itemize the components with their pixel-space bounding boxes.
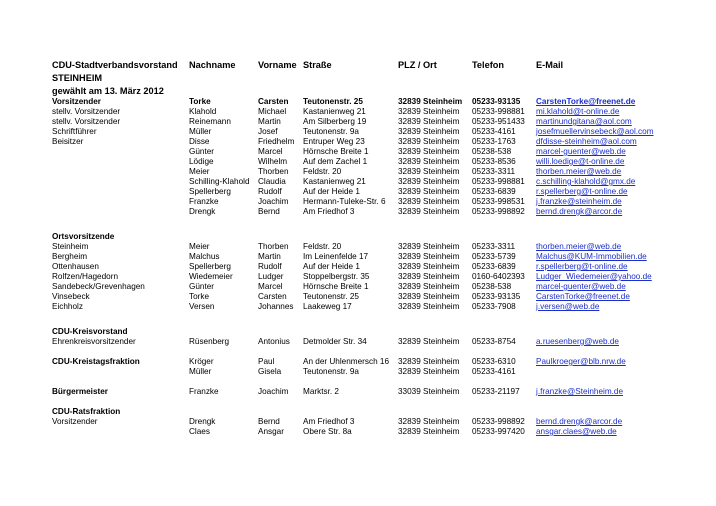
role-cell: Ortsvorsitzende: [52, 232, 115, 241]
last-name-cell: Spellerberg: [189, 187, 231, 196]
first-name-cell: Bernd: [258, 207, 280, 216]
street-cell: Auf dem Zachel 1: [303, 157, 368, 166]
table-row: [0, 177, 716, 187]
phone-cell: 05233-3311: [472, 167, 516, 176]
last-name-cell: Kröger: [189, 357, 214, 366]
city-cell: 32839 Steinheim: [398, 107, 460, 116]
last-name-cell: Drengk: [189, 207, 216, 216]
city-cell: 32839 Steinheim: [398, 252, 460, 261]
email-link[interactable]: j.franzke@steinheim.de: [536, 197, 622, 206]
last-name-cell: Klahold: [189, 107, 217, 116]
city-cell: 32839 Steinheim: [398, 427, 460, 436]
street-cell: Teutonenstr. 25: [303, 97, 363, 106]
phone-cell: 05233-8754: [472, 337, 516, 346]
last-name-cell: Müller: [189, 127, 212, 136]
table-row: [0, 387, 716, 397]
first-name-cell: Paul: [258, 357, 275, 366]
last-name-cell: Schilling-Klahold: [189, 177, 250, 186]
street-cell: Teutonenstr. 25: [303, 292, 359, 301]
table-row: [0, 282, 716, 292]
last-name-cell: Müller: [189, 367, 212, 376]
email-link[interactable]: dfdisse-steinheim@aol.com: [536, 137, 637, 146]
street-cell: Auf der Heide 1: [303, 262, 360, 271]
role-cell: Vinsebeck: [52, 292, 90, 301]
phone-cell: 05233-998892: [472, 417, 525, 426]
email-link[interactable]: r.spellerberg@t-online.de: [536, 187, 628, 196]
city-cell: 32839 Steinheim: [398, 157, 460, 166]
street-cell: An der Uhlenmersch 16: [303, 357, 390, 366]
phone-cell: 05233-998531: [472, 197, 525, 206]
first-name-cell: Wilhelm: [258, 157, 288, 166]
email-link[interactable]: thorben.meier@web.de: [536, 242, 622, 251]
first-name-cell: Rudolf: [258, 262, 282, 271]
email-link[interactable]: Paulkroeger@blb.nrw.de: [536, 357, 626, 366]
street-cell: Teutonenstr. 9a: [303, 367, 359, 376]
city-cell: 32839 Steinheim: [398, 127, 460, 136]
first-name-cell: Ludger: [258, 272, 284, 281]
table-row: [0, 242, 716, 252]
street-cell: Kastanienweg 21: [303, 107, 366, 116]
table-row: [0, 197, 716, 207]
email-link[interactable]: c.schilling-klahold@gmx.de: [536, 177, 636, 186]
table-row: [0, 407, 716, 417]
last-name-cell: Claes: [189, 427, 210, 436]
street-cell: Am Friedhof 3: [303, 207, 355, 216]
table-row: [0, 262, 716, 272]
role-cell: Vorsitzender: [52, 97, 101, 106]
table-row: [0, 187, 716, 197]
street-cell: Entruper Weg 23: [303, 137, 365, 146]
table-row: [0, 337, 716, 347]
last-name-cell: Rüsenberg: [189, 337, 230, 346]
document-subtitle: STEINHEIM: [52, 73, 103, 83]
document-title: CDU-Stadtverbandsvorstand: [52, 60, 178, 70]
phone-cell: 05233-998892: [472, 207, 525, 216]
table-row: [0, 302, 716, 312]
phone-cell: 0160-6402393: [472, 272, 525, 281]
first-name-cell: Joachim: [258, 197, 289, 206]
role-cell: Ehrenkreisvorsitzender: [52, 337, 136, 346]
table-row: [0, 232, 716, 242]
last-name-cell: Lödige: [189, 157, 214, 166]
email-link[interactable]: marcel-guenter@web.de: [536, 147, 626, 156]
column-header-email: E-Mail: [536, 60, 564, 70]
first-name-cell: Bernd: [258, 417, 280, 426]
email-link[interactable]: Ludger_Wiedemeier@yahoo.de: [536, 272, 652, 281]
last-name-cell: Günter: [189, 147, 215, 156]
role-cell: Vorsitzender: [52, 417, 98, 426]
phone-cell: 05233-4161: [472, 367, 516, 376]
email-link[interactable]: marcel-guenter@web.de: [536, 282, 626, 291]
first-name-cell: Joachim: [258, 387, 289, 396]
city-cell: 33039 Steinheim: [398, 387, 460, 396]
role-cell: Steinheim: [52, 242, 89, 251]
phone-cell: 05233-6839: [472, 187, 516, 196]
table-row: [0, 97, 716, 107]
role-cell: stellv. Vorsitzender: [52, 117, 121, 126]
last-name-cell: Wiedemeier: [189, 272, 233, 281]
email-link[interactable]: mi.klahold@t-online.de: [536, 107, 620, 116]
last-name-cell: Torke: [189, 97, 211, 106]
last-name-cell: Franzke: [189, 387, 219, 396]
phone-cell: 05233-4161: [472, 127, 516, 136]
phone-cell: 05233-997420: [472, 427, 525, 436]
column-header-city: PLZ / Ort: [398, 60, 437, 70]
street-cell: Obere Str. 8a: [303, 427, 352, 436]
city-cell: 32839 Steinheim: [398, 137, 460, 146]
last-name-cell: Versen: [189, 302, 215, 311]
phone-cell: 05233-951433: [472, 117, 525, 126]
city-cell: 32839 Steinheim: [398, 262, 460, 271]
phone-cell: 05233-93135: [472, 292, 521, 301]
last-name-cell: Günter: [189, 282, 215, 291]
table-row: [0, 417, 716, 427]
street-cell: Marktsr. 2: [303, 387, 339, 396]
table-row: [0, 207, 716, 217]
last-name-cell: Torke: [189, 292, 210, 301]
role-cell: Schriftführer: [52, 127, 97, 136]
street-cell: Im Leinenfelde 17: [303, 252, 369, 261]
street-cell: Feldstr. 20: [303, 167, 342, 176]
phone-cell: 05233-5739: [472, 252, 516, 261]
table-row: [0, 147, 716, 157]
phone-cell: 05233-998881: [472, 107, 525, 116]
first-name-cell: Martin: [258, 252, 281, 261]
street-cell: Kastanienweg 21: [303, 177, 366, 186]
street-cell: Am Friedhof 3: [303, 417, 355, 426]
street-cell: Am Silberberg 19: [303, 117, 367, 126]
city-cell: 32839 Steinheim: [398, 417, 460, 426]
street-cell: Teutonenstr. 9a: [303, 127, 359, 136]
city-cell: 32839 Steinheim: [398, 282, 460, 291]
column-header-last-name: Nachname: [189, 60, 236, 70]
city-cell: 32839 Steinheim: [398, 167, 460, 176]
table-row: [0, 252, 716, 262]
election-date: gewählt am 13. März 2012: [52, 86, 164, 96]
table-row: [0, 272, 716, 282]
table-row: [0, 107, 716, 117]
table-row: [0, 367, 716, 377]
email-link[interactable]: CarstenTorke@freenet.de: [536, 97, 636, 106]
table-row: [0, 167, 716, 177]
role-cell: Bürgermeister: [52, 387, 108, 396]
table-row: [0, 157, 716, 167]
city-cell: 32839 Steinheim: [398, 242, 460, 251]
last-name-cell: Malchus: [189, 252, 220, 261]
city-cell: 32839 Steinheim: [398, 177, 460, 186]
phone-cell: 05233-6310: [472, 357, 516, 366]
table-row: [0, 327, 716, 337]
table-row: [0, 427, 716, 437]
city-cell: 32839 Steinheim: [398, 207, 460, 216]
role-cell: Beisitzer: [52, 137, 84, 146]
role-cell: Eichholz: [52, 302, 83, 311]
email-link[interactable]: j.versen@web.de: [536, 302, 600, 311]
phone-cell: 05233-1763: [472, 137, 516, 146]
role-cell: Sandebeck/Grevenhagen: [52, 282, 145, 291]
first-name-cell: Martin: [258, 117, 281, 126]
column-header-street: Straße: [303, 60, 332, 70]
role-cell: Ottenhausen: [52, 262, 99, 271]
first-name-cell: Josef: [258, 127, 278, 136]
email-link[interactable]: bernd.drengk@arcor.de: [536, 417, 623, 426]
phone-cell: 05233-998881: [472, 177, 525, 186]
email-link[interactable]: r.spellerberg@t-online.de: [536, 262, 628, 271]
email-link[interactable]: martinundgitana@aol.com: [536, 117, 632, 126]
phone-cell: 05233-21197: [472, 387, 520, 396]
role-cell: CDU-Ratsfraktion: [52, 407, 121, 416]
email-link[interactable]: a.ruesenberg@web.de: [536, 337, 619, 346]
email-link[interactable]: josefmuellervinsebeck@aol.com: [536, 127, 654, 136]
role-cell: CDU-Kreisvorstand: [52, 327, 128, 336]
column-header-phone: Telefon: [472, 60, 504, 70]
phone-cell: 05238-538: [472, 147, 512, 156]
city-cell: 32839 Steinheim: [398, 97, 463, 106]
first-name-cell: Gisela: [258, 367, 282, 376]
street-cell: Feldstr. 20: [303, 242, 342, 251]
email-link[interactable]: ansgar.claes@web.de: [536, 427, 617, 436]
role-cell: CDU-Kreistagsfraktion: [52, 357, 140, 366]
first-name-cell: Marcel: [258, 282, 283, 291]
city-cell: 32839 Steinheim: [398, 272, 460, 281]
table-row: [0, 127, 716, 137]
first-name-cell: Marcel: [258, 147, 283, 156]
first-name-cell: Carsten: [258, 292, 287, 301]
table-row: [0, 117, 716, 127]
table-row: [0, 357, 716, 367]
city-cell: 32839 Steinheim: [398, 357, 460, 366]
first-name-cell: Friedhelm: [258, 137, 295, 146]
street-cell: Detmolder Str. 34: [303, 337, 367, 346]
city-cell: 32839 Steinheim: [398, 302, 460, 311]
last-name-cell: Reinemann: [189, 117, 231, 126]
last-name-cell: Disse: [189, 137, 210, 146]
street-cell: Hermann-Tuleke-Str. 6: [303, 197, 386, 206]
city-cell: 32839 Steinheim: [398, 367, 460, 376]
city-cell: 32839 Steinheim: [398, 187, 460, 196]
phone-cell: 05238-538: [472, 282, 512, 291]
email-link[interactable]: CarstenTorke@freenet.de: [536, 292, 630, 301]
table-row: [0, 137, 716, 147]
email-link[interactable]: thorben.meier@web.de: [536, 167, 622, 176]
first-name-cell: Michael: [258, 107, 287, 116]
first-name-cell: Rudolf: [258, 187, 282, 196]
street-cell: Hörnsche Breite 1: [303, 282, 369, 291]
first-name-cell: Thorben: [258, 242, 289, 251]
first-name-cell: Johannes: [258, 302, 294, 311]
city-cell: 32839 Steinheim: [398, 292, 460, 301]
phone-cell: 05233-8536: [472, 157, 516, 166]
last-name-cell: Meier: [189, 167, 210, 176]
email-link[interactable]: willi.loedige@t-online.de: [536, 157, 625, 166]
column-header-first-name: Vorname: [258, 60, 297, 70]
street-cell: Hörnsche Breite 1: [303, 147, 369, 156]
first-name-cell: Antonius: [258, 337, 290, 346]
first-name-cell: Thorben: [258, 167, 289, 176]
phone-cell: 05233-3311: [472, 242, 516, 251]
phone-cell: 05233-6839: [472, 262, 516, 271]
last-name-cell: Drengk: [189, 417, 216, 426]
first-name-cell: Carsten: [258, 97, 289, 106]
city-cell: 32839 Steinheim: [398, 337, 460, 346]
phone-cell: 05233-7908: [472, 302, 516, 311]
street-cell: Laakeweg 17: [303, 302, 352, 311]
last-name-cell: Spellerberg: [189, 262, 231, 271]
role-cell: Bergheim: [52, 252, 88, 261]
first-name-cell: Ansgar: [258, 427, 284, 436]
city-cell: 32839 Steinheim: [398, 117, 460, 126]
phone-cell: 05233-93135: [472, 97, 521, 106]
role-cell: stellv. Vorsitzender: [52, 107, 121, 116]
first-name-cell: Claudia: [258, 177, 286, 186]
last-name-cell: Meier: [189, 242, 210, 251]
email-link[interactable]: bernd.drengk@arcor.de: [536, 207, 623, 216]
city-cell: 32839 Steinheim: [398, 197, 460, 206]
street-cell: Auf der Heide 1: [303, 187, 360, 196]
role-cell: Rolfzen/Hagedorn: [52, 272, 118, 281]
city-cell: 32839 Steinheim: [398, 147, 460, 156]
email-link[interactable]: Malchus@KUM-Immobilien.de: [536, 252, 647, 261]
table-row: [0, 292, 716, 302]
street-cell: Stoppelbergstr. 35: [303, 272, 370, 281]
last-name-cell: Franzke: [189, 197, 219, 206]
email-link[interactable]: j.franzke@Steinheim.de: [536, 387, 624, 396]
